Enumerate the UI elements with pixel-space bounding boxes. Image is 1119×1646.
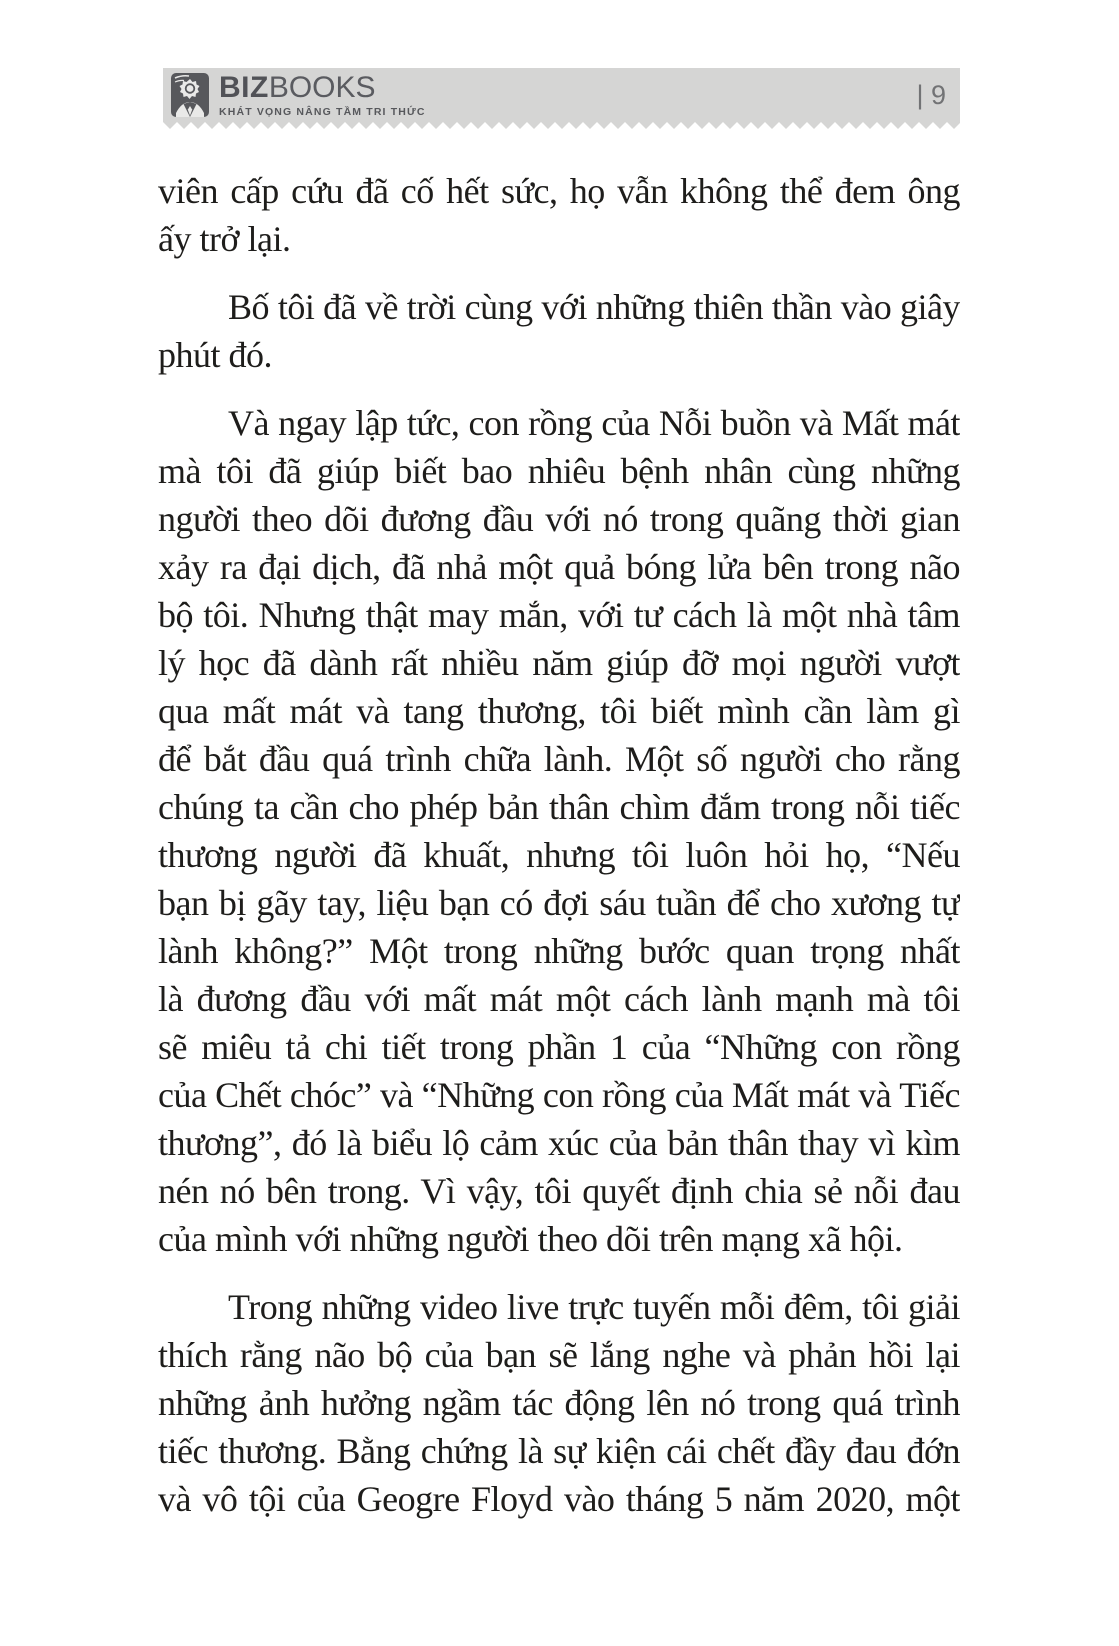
page-content	[158, 167, 960, 1523]
text-line: xảy ra đại dịch, đã nhả một quả bóng lửa bên trong não	[158, 547, 960, 587]
bizbooks-logo	[163, 68, 426, 122]
text-line: người theo dõi đương đầu với nó trong quãng thời gian	[158, 499, 960, 539]
bizbooks-lion-businessman-icon	[171, 73, 209, 117]
text-line: qua mất mát và tang thương, tôi biết mình cần làm gì	[158, 691, 960, 731]
text-line: bạn bị gãy tay, liệu bạn có đợi sáu tuần để cho xương tự	[158, 883, 960, 923]
zigzag-edge	[163, 122, 960, 129]
brand-wordmark	[219, 70, 426, 118]
text-line: Trong những video live trực tuyến mỗi đêm, tôi giải	[228, 1287, 960, 1327]
text-line: thương”, đó là biểu lộ cảm xúc của bản thân thay vì kìm	[158, 1123, 960, 1163]
text-line: là đương đầu với mất mát một cách lành mạnh mà tôi	[158, 979, 960, 1019]
text-line: Bố tôi đã về trời cùng với những thiên thần vào giây	[228, 287, 960, 327]
text-line: chúng ta cần cho phép bản thân chìm đắm trong nỗi tiếc	[158, 787, 960, 827]
text-line: nén nó bên trong. Vì vậy, tôi quyết định chia sẻ nỗi đau	[158, 1171, 960, 1211]
paragraph	[158, 399, 960, 1263]
page-number: | 9	[916, 79, 946, 110]
paragraph	[158, 283, 960, 379]
text-line: thương người đã khuất, nhưng tôi luôn hỏi họ, “Nếu	[158, 835, 960, 875]
text-line: lành không?” Một trong những bước quan trọng nhất	[158, 931, 960, 971]
paragraph	[158, 1283, 960, 1523]
text-line: của Chết chóc” và “Những con rồng của Mất mát và Tiếc	[158, 1075, 960, 1115]
text-line: mà tôi đã giúp biết bao nhiêu bệnh nhân cùng những	[158, 451, 960, 491]
text-line: Và ngay lập tức, con rồng của Nỗi buồn và Mất mát	[228, 403, 960, 443]
text-line: sẽ miêu tả chi tiết trong phần 1 của “Những con rồng	[158, 1027, 960, 1067]
text-line: tiếc thương. Bằng chứng là sự kiện cái chết đầy đau đớn	[158, 1431, 960, 1471]
text-line: và vô tội của Geogre Floyd vào tháng 5 năm 2020, một	[158, 1479, 960, 1519]
text-line: bộ tôi. Nhưng thật may mắn, với tư cách là một nhà tâm	[158, 595, 960, 635]
text-line: viên cấp cứu đã cố hết sức, họ vẫn không thể đem ông	[158, 171, 960, 211]
text-line: những ảnh hưởng ngầm tác động lên nó trong quá trình	[158, 1383, 960, 1423]
text-line: thích rằng não bộ của bạn sẽ lắng nghe và phản hồi lại	[158, 1335, 960, 1375]
header-bar	[163, 68, 960, 122]
brand-name	[219, 70, 426, 104]
text-line: ấy trở lại.	[158, 219, 291, 259]
brand-tagline: KHÁT VỌNG NÂNG TẦM TRI THỨC	[219, 105, 426, 118]
text-line: để bắt đầu quá trình chữa lành. Một số người cho rằng	[158, 739, 960, 779]
text-line: lý học đã dành rất nhiều năm giúp đỡ mọi người vượt	[158, 643, 960, 683]
paragraph	[158, 167, 960, 263]
brand-bold: BIZ	[219, 70, 269, 104]
text-line: phút đó.	[158, 335, 273, 375]
brand-light: BOOKS	[268, 70, 376, 104]
text-line: của mình với những người theo dõi trên mạng xã hội.	[158, 1219, 903, 1259]
